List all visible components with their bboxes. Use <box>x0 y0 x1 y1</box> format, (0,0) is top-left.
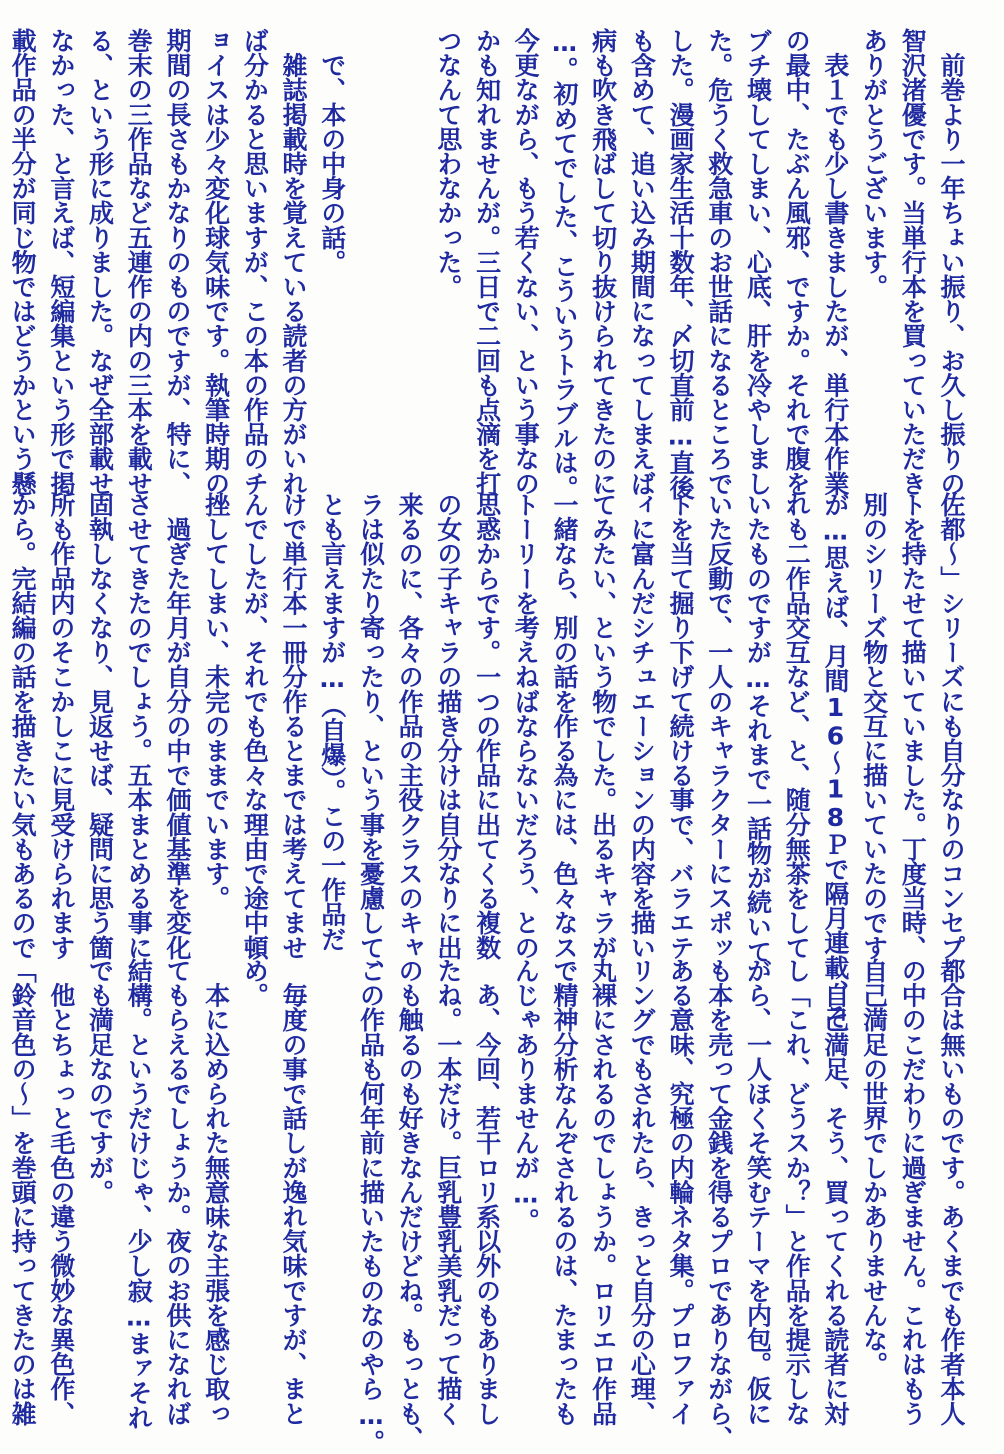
text-line: とも言えますが…（自爆）。この一作品だ <box>317 492 347 951</box>
text-line: たね。一本だけ。巨乳豊乳美乳だって描く <box>433 958 463 1426</box>
text-line: ば分かると思いますが、この本の作品のチ <box>240 28 270 496</box>
afterword-tier-top <box>8 28 970 500</box>
text-line: 自己満足の世界でしかありませんな。 <box>859 958 889 1377</box>
text-line: の最中、たぶん風邪、ですか。それで腹を <box>782 28 812 496</box>
text-line: かも知れませんが。三日で二回も点滴を打 <box>472 28 502 496</box>
text-line: でも満足なのですが。 <box>85 958 115 1205</box>
text-line: 他とちょっと毛色の違う微妙な異色作、 <box>46 958 76 1426</box>
text-line: トを持たせて描いていました。丁度当時、 <box>898 492 928 960</box>
text-line: で、本の中身の話。 <box>317 28 347 275</box>
text-line: 期間の長さもかなりのものですが、特に、 <box>162 28 192 496</box>
text-line: 毎度の事で話しが逸れ気味ですが、まと <box>279 958 309 1426</box>
text-line: んでしたが、それでも色々な理由で途中頓 <box>240 492 270 960</box>
text-line: し「これ、どうスか？」と作品を提示しな <box>782 958 812 1426</box>
text-line: が…思えば、月間16～18Ｐで隔月連載、そ <box>820 492 850 1029</box>
text-line: トを当て掘り下げて続ける事で、バラエテ <box>666 492 696 960</box>
text-line: 都合は無いものです。あくまでも作者本人 <box>937 958 966 1426</box>
text-line: 別のシリーズ物と交互に描いていたのです <box>859 492 889 960</box>
text-line: ブチ壊してしまい、心底、肝を冷やしまし <box>743 28 773 496</box>
text-line: 雑誌掲載時を覚えている読者の方がいれ <box>279 28 309 496</box>
text-line: …。初めてでした、こういうトラブルは。 <box>549 28 579 500</box>
text-line <box>389 28 428 473</box>
text-line: め。 <box>240 958 270 1008</box>
text-line: 結構。というだけじゃ、少し寂…まァそれ <box>124 958 154 1430</box>
text-line: あ、今回、若干ロリ系以外のもありまし <box>472 958 502 1426</box>
text-line: 所も作品内のそこかしこに見受けられます <box>46 492 76 960</box>
text-line: 丸裸にされるのでしょうか。ロリエロ作品 <box>588 958 618 1426</box>
text-line: も本を売って金銭を得るプロでありながら、 <box>704 958 734 1451</box>
text-line: 来るのに、各々の作品の主役クラスのキャ <box>395 492 425 960</box>
text-line: 表１でも少し書きましたが、単行本作業 <box>820 28 850 496</box>
text-line: ョイスは少々変化球気味です。執筆時期の <box>201 28 231 496</box>
text-line: ある意味、究極の内輪ネタ集。プロファイ <box>666 958 696 1426</box>
text-line: の女の子キャラの描き分けは自分なりに出 <box>433 492 463 960</box>
text-line: いたものですが…それまで一話物が続いて <box>743 492 773 964</box>
text-line: 思惑からです。一つの作品に出てくる複数 <box>472 492 502 960</box>
text-line: の中のこだわりに過ぎません。これはもう <box>898 958 928 1426</box>
text-line: 挫してしまい、未完のままでいます。 <box>201 492 231 911</box>
text-line: 今更ながら、もう若くない、という事なの <box>511 28 541 496</box>
text-line: なかった、と言えば、短編集という形で掲 <box>46 28 76 496</box>
text-line: 固執しなくなり、見返せば、疑問に思う箇 <box>85 492 115 960</box>
text-line: んじゃありませんが…。 <box>511 958 541 1233</box>
text-line: 前巻より一年ちょい振り、お久し振りの <box>937 28 966 496</box>
text-line: がら、一人ほくそ笑むテーマを内包。仮に <box>743 958 773 1426</box>
text-line: も含めて、追い込み期間になってしまえば <box>627 28 657 496</box>
text-line: で精神分析なんぞされるのは、たまったも <box>549 958 579 1426</box>
text-line <box>351 28 390 473</box>
text-line: 巻末の三作品など五連作の内の三本を載せ <box>124 28 154 496</box>
text-line: した。漫画家生活十数年、〆切直前…直後 <box>666 28 696 500</box>
afterword-tier-bottom <box>8 958 970 1454</box>
text-line: けで単行本一冊分作るとまでは考えてませ <box>279 492 309 960</box>
text-line: 「鈴音色の～」を巻頭に持ってきたのは雑 <box>8 958 38 1426</box>
text-line: のも触るのも好きなんだけどね。もっとも、 <box>395 958 425 1451</box>
text-line: 病も吹き飛ばして切り抜けられてきたのに <box>588 28 618 496</box>
text-line: れも二作品交互など、と、随分無茶をして <box>782 492 812 960</box>
text-line <box>312 958 351 1398</box>
text-line: 自己満足、そう、買ってくれる読者に対 <box>820 958 850 1426</box>
text-line: 本に込められた無意味な主張を感じ取っ <box>201 958 231 1426</box>
text-line: ィに富んだシチュエーションの内容を描い <box>627 492 657 960</box>
text-line: る、という形に成りました。なぜ全部載せ <box>85 28 115 496</box>
text-line: ラは似たり寄ったり、という事を憂慮して、 <box>356 492 386 985</box>
text-line: トーリーを考えねばならないだろう、との <box>511 492 541 960</box>
text-line: た。危うく救急車のお世話になるところで <box>704 28 734 496</box>
text-line: 過ぎた年月が自分の中で価値基準を変化 <box>162 492 192 960</box>
text-line: 載作品の半分が同じ物ではどうかという懸 <box>8 28 38 496</box>
text-line: この作品も何年前に描いたものなのやら…。 <box>356 958 386 1454</box>
text-line: つなんて思わなかった。 <box>433 28 463 299</box>
text-line: てみたい、という物でした。出るキャラが <box>588 492 618 960</box>
text-line: ありがとうございます。 <box>859 28 889 299</box>
afterword-tier-middle <box>8 492 970 1029</box>
text-line: リングでもされたら、きっと自分の心理、 <box>627 958 657 1426</box>
text-line: から。完結編の話を描きたい気もあるので <box>8 492 38 960</box>
text-line: 佐都～」シリーズにも自分なりのコンセプ <box>937 492 966 960</box>
text-line: てもらえるでしょうか。夜のお供になれば <box>162 958 192 1426</box>
text-line: いた反動で、一人のキャラクターにスポッ <box>704 492 734 960</box>
text-line: させてきたのでしょう。五本まとめる事に <box>124 492 154 960</box>
text-line: 智沢渚優です。当単行本を買っていただき <box>898 28 928 496</box>
text-line: 一緒なら、別の話を作る為には、色々なス <box>549 492 579 960</box>
